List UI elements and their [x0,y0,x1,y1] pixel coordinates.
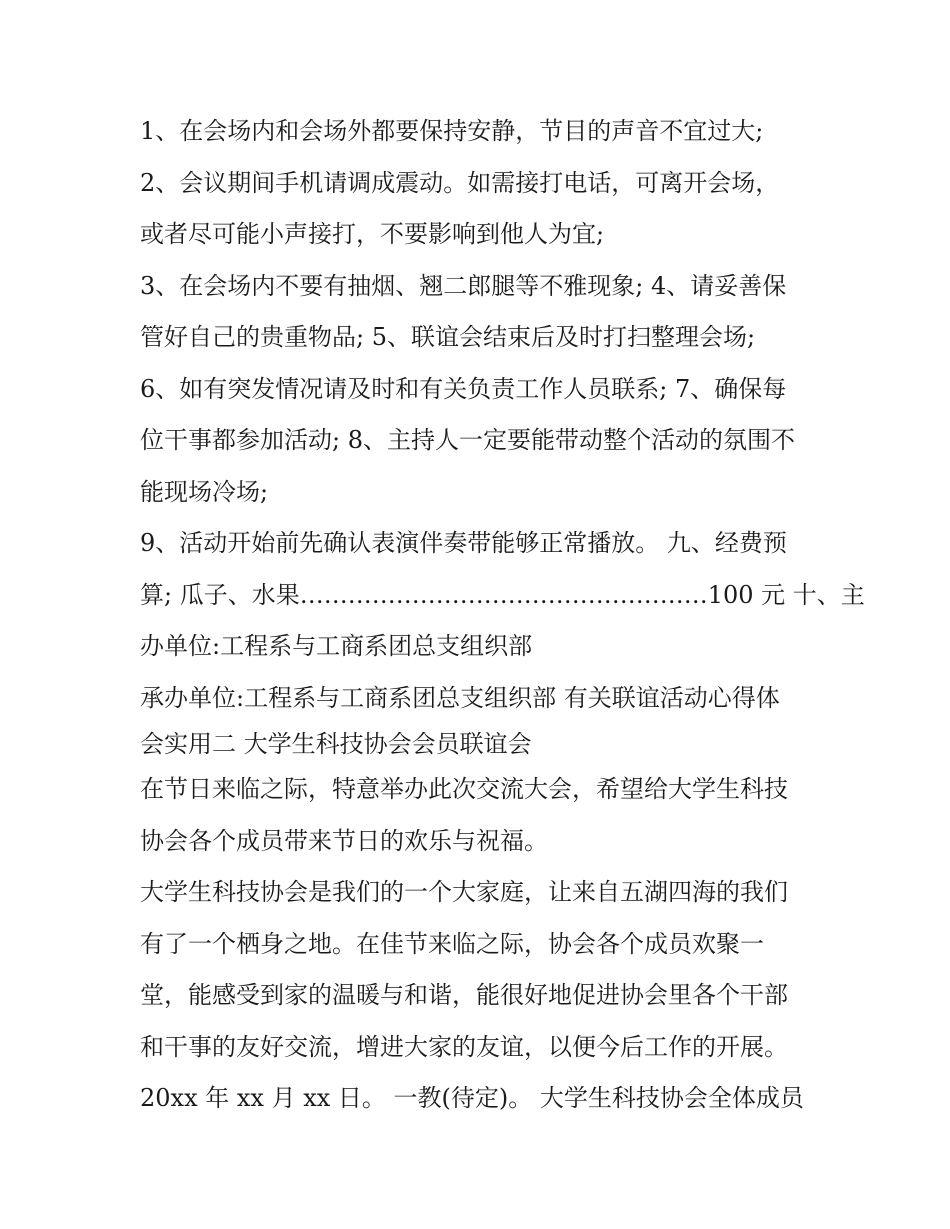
text-line: 9、活动开始前先确认表演伴奏带能够正常播放。 九、经费预 [140,529,787,557]
text-line: 位干事都参加活动; 8、主持人一定要能带动整个活动的氛围不 [140,426,795,454]
text-line: 管好自己的贵重物品; 5、联谊会结束后及时打扫整理会场; [140,323,756,351]
text-line: 能现场冷场; [140,477,269,506]
text-line: 3、在会场内不要有抽烟、翘二郎腿等不雅现象; 4、请妥善保 [140,271,787,300]
text-line: 有了一个栖身之地。在佳节来临之际，协会各个成员欢聚一 [140,929,764,958]
text-line: 2、会议期间手机请调成震动。如需接打电话，可离开会场， [140,168,780,197]
text-line: 20xx 年 xx 月 xx 日。 一教(待定)。 大学生科技协会全体成员 [140,1084,804,1112]
text-line: 1、在会场内和会场外都要保持安静，节目的声音不宜过大; [140,117,764,145]
text-line: 堂，能感受到家的温暖与和谐，能很好地促进协会里各个干部 [140,981,788,1009]
text-line: 协会各个成员带来节日的欢乐与祝福。 [140,826,548,855]
text-line: 和干事的友好交流，增进大家的友谊，以便今后工作的开展。 [140,1032,788,1061]
text-line: 承办单位:工程系与工商系团总支组织部 有关联谊活动心得体 [140,683,780,712]
text-line: 会实用二 大学生科技协会会员联谊会 [140,730,532,758]
text-line: 大学生科技协会是我们的一个大家庭，让来自五湖四海的我们 [140,878,788,906]
text-line: 算; 瓜子、水果……………………………………………100 元 十、主 [140,580,865,609]
text-line: 6、如有突发情况请及时和有关负责工作人员联系; 7、确保每 [140,374,787,403]
document-body [140,106,865,1125]
text-line: 办单位:工程系与工商系团总支组织部 [140,632,533,660]
text-line: 或者尽可能小声接打，不要影响到他人为宜; [140,220,605,248]
text-line: 在节日来临之际，特意举办此次交流大会，希望给大学生科技 [140,775,788,803]
